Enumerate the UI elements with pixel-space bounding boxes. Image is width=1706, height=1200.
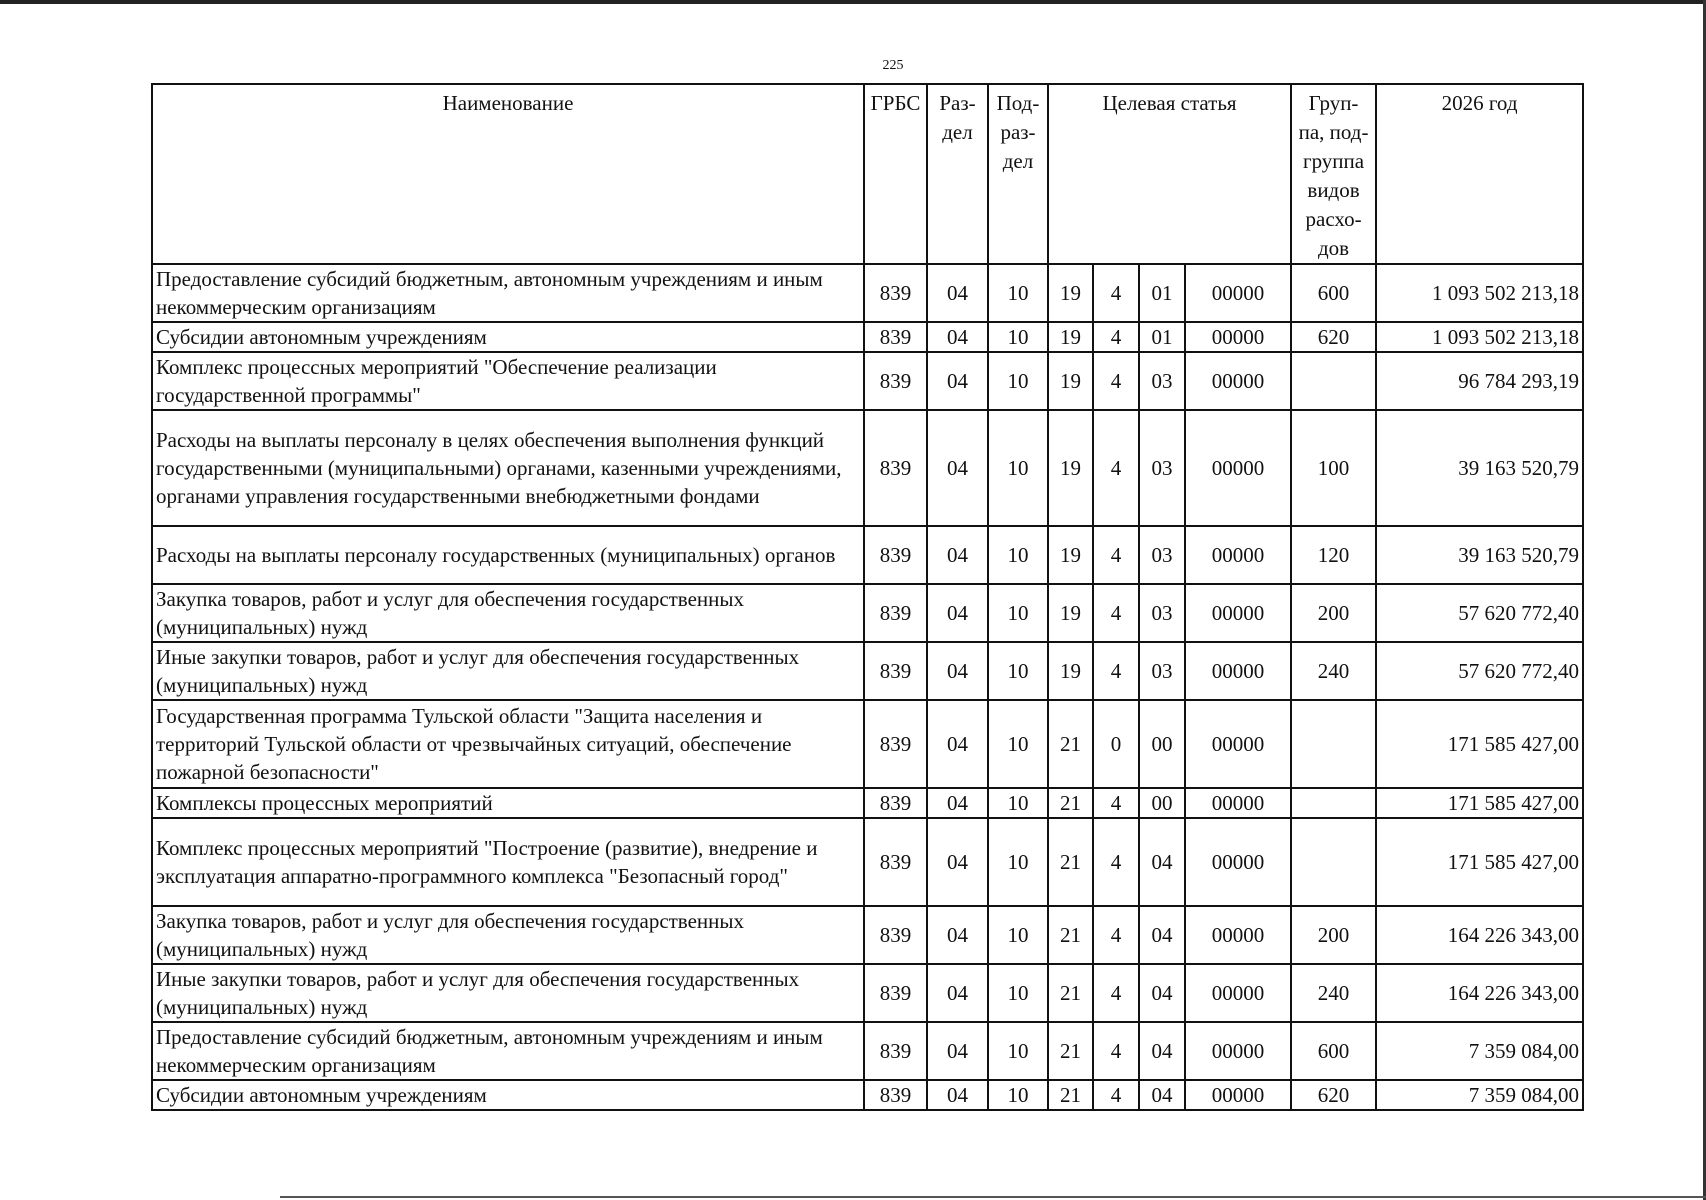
row-podrazdel: 10 <box>988 352 1048 410</box>
row-ts-type: 4 <box>1093 818 1139 906</box>
row-razdel: 04 <box>927 788 988 818</box>
row-ts-program: 19 <box>1048 264 1093 322</box>
row-ts-program: 19 <box>1048 642 1093 700</box>
row-ts-program: 21 <box>1048 1022 1093 1080</box>
table-row <box>152 1080 1583 1110</box>
row-ts-type: 4 <box>1093 584 1139 642</box>
row-gruppa <box>1291 788 1376 818</box>
scan-border-top <box>0 0 1706 4</box>
row-amount: 7 359 084,00 <box>1376 1022 1583 1080</box>
row-name: Предоставление субсидий бюджетным, автономным учреждениям и иным некоммерческим организациям <box>152 264 864 322</box>
row-razdel: 04 <box>927 906 988 964</box>
row-grbs: 839 <box>864 788 927 818</box>
header-name: Наименование <box>152 84 864 264</box>
row-podrazdel: 10 <box>988 642 1048 700</box>
row-grbs: 839 <box>864 526 927 584</box>
row-ts-program: 21 <box>1048 700 1093 788</box>
header-year: 2026 год <box>1376 84 1583 264</box>
row-grbs: 839 <box>864 642 927 700</box>
row-amount: 57 620 772,40 <box>1376 642 1583 700</box>
row-name: Закупка товаров, работ и услуг для обеспечения государственных (муниципальных) нужд <box>152 584 864 642</box>
row-amount: 171 585 427,00 <box>1376 788 1583 818</box>
row-podrazdel: 10 <box>988 584 1048 642</box>
row-ts-direction: 00000 <box>1185 818 1291 906</box>
row-amount: 1 093 502 213,18 <box>1376 264 1583 322</box>
row-ts-type: 4 <box>1093 322 1139 352</box>
row-grbs: 839 <box>864 818 927 906</box>
row-ts-type: 4 <box>1093 788 1139 818</box>
row-gruppa: 240 <box>1291 642 1376 700</box>
row-ts-program: 19 <box>1048 526 1093 584</box>
row-grbs: 839 <box>864 410 927 526</box>
row-podrazdel: 10 <box>988 1080 1048 1110</box>
row-ts-complex: 03 <box>1139 584 1185 642</box>
header-gruppa-vidov-raskhodov: Груп- па, под- группа видов расхо- дов <box>1291 84 1376 264</box>
row-amount: 164 226 343,00 <box>1376 964 1583 1022</box>
row-gruppa <box>1291 818 1376 906</box>
row-razdel: 04 <box>927 584 988 642</box>
row-ts-complex: 00 <box>1139 788 1185 818</box>
header-grbs: ГРБС <box>864 84 927 264</box>
row-ts-direction: 00000 <box>1185 410 1291 526</box>
row-ts-direction: 00000 <box>1185 322 1291 352</box>
table-row <box>152 584 1583 642</box>
row-gruppa: 240 <box>1291 964 1376 1022</box>
row-name: Государственная программа Тульской области "Защита населения и территорий Тульской области от чрезвычайных ситуаций, обеспечение пожарной безопасности" <box>152 700 864 788</box>
row-amount: 96 784 293,19 <box>1376 352 1583 410</box>
row-podrazdel: 10 <box>988 264 1048 322</box>
row-ts-complex: 04 <box>1139 964 1185 1022</box>
row-ts-program: 19 <box>1048 352 1093 410</box>
row-name: Субсидии автономным учреждениям <box>152 1080 864 1110</box>
table-row <box>152 526 1583 584</box>
row-ts-complex: 01 <box>1139 264 1185 322</box>
row-podrazdel: 10 <box>988 322 1048 352</box>
row-razdel: 04 <box>927 410 988 526</box>
row-gruppa: 200 <box>1291 584 1376 642</box>
row-grbs: 839 <box>864 964 927 1022</box>
table-row <box>152 642 1583 700</box>
row-grbs: 839 <box>864 700 927 788</box>
row-ts-complex: 01 <box>1139 322 1185 352</box>
row-razdel: 04 <box>927 700 988 788</box>
row-ts-direction: 00000 <box>1185 788 1291 818</box>
row-amount: 7 359 084,00 <box>1376 1080 1583 1110</box>
row-podrazdel: 10 <box>988 526 1048 584</box>
row-gruppa <box>1291 352 1376 410</box>
table-row <box>152 410 1583 526</box>
row-gruppa: 200 <box>1291 906 1376 964</box>
table-row <box>152 322 1583 352</box>
row-gruppa: 120 <box>1291 526 1376 584</box>
row-ts-type: 4 <box>1093 1022 1139 1080</box>
row-ts-type: 0 <box>1093 700 1139 788</box>
row-ts-direction: 00000 <box>1185 1080 1291 1110</box>
row-gruppa: 620 <box>1291 1080 1376 1110</box>
row-ts-complex: 00 <box>1139 700 1185 788</box>
table-row <box>152 818 1583 906</box>
row-ts-direction: 00000 <box>1185 584 1291 642</box>
row-razdel: 04 <box>927 964 988 1022</box>
row-grbs: 839 <box>864 906 927 964</box>
row-razdel: 04 <box>927 1022 988 1080</box>
row-podrazdel: 10 <box>988 818 1048 906</box>
row-ts-direction: 00000 <box>1185 906 1291 964</box>
row-razdel: 04 <box>927 526 988 584</box>
row-ts-program: 21 <box>1048 1080 1093 1110</box>
header-tselevaya-statya: Целевая статья <box>1048 84 1291 264</box>
header-razdel: Раз- дел <box>927 84 988 264</box>
row-razdel: 04 <box>927 322 988 352</box>
row-razdel: 04 <box>927 264 988 322</box>
row-ts-complex: 03 <box>1139 410 1185 526</box>
row-ts-program: 19 <box>1048 410 1093 526</box>
row-ts-type: 4 <box>1093 642 1139 700</box>
row-grbs: 839 <box>864 322 927 352</box>
row-gruppa: 620 <box>1291 322 1376 352</box>
page-number: 225 <box>882 58 904 73</box>
row-name: Комплекс процессных мероприятий "Обеспечение реализации государственной программы" <box>152 352 864 410</box>
row-ts-direction: 00000 <box>1185 700 1291 788</box>
row-ts-direction: 00000 <box>1185 1022 1291 1080</box>
row-ts-type: 4 <box>1093 410 1139 526</box>
header-podrazdel: Под- раз- дел <box>988 84 1048 264</box>
table-row <box>152 964 1583 1022</box>
row-name: Закупка товаров, работ и услуг для обеспечения государственных (муниципальных) нужд <box>152 906 864 964</box>
row-ts-direction: 00000 <box>1185 264 1291 322</box>
row-ts-program: 21 <box>1048 906 1093 964</box>
row-gruppa: 600 <box>1291 264 1376 322</box>
row-amount: 164 226 343,00 <box>1376 906 1583 964</box>
row-podrazdel: 10 <box>988 1022 1048 1080</box>
row-ts-type: 4 <box>1093 1080 1139 1110</box>
row-razdel: 04 <box>927 1080 988 1110</box>
row-ts-program: 21 <box>1048 964 1093 1022</box>
row-podrazdel: 10 <box>988 410 1048 526</box>
scan-border-bottom <box>280 1196 1706 1198</box>
row-ts-type: 4 <box>1093 906 1139 964</box>
row-razdel: 04 <box>927 818 988 906</box>
budget-table <box>151 83 1584 1111</box>
row-ts-complex: 04 <box>1139 1022 1185 1080</box>
row-name: Комплекс процессных мероприятий "Построение (развитие), внедрение и эксплуатация аппаратно-программного комплекса "Безопасный город" <box>152 818 864 906</box>
row-podrazdel: 10 <box>988 700 1048 788</box>
row-name: Предоставление субсидий бюджетным, автономным учреждениям и иным некоммерческим организациям <box>152 1022 864 1080</box>
row-grbs: 839 <box>864 1022 927 1080</box>
table-header-row <box>152 84 1583 264</box>
row-grbs: 839 <box>864 584 927 642</box>
row-ts-complex: 04 <box>1139 818 1185 906</box>
row-amount: 57 620 772,40 <box>1376 584 1583 642</box>
row-ts-type: 4 <box>1093 264 1139 322</box>
table-row <box>152 1022 1583 1080</box>
row-grbs: 839 <box>864 1080 927 1110</box>
row-ts-program: 19 <box>1048 584 1093 642</box>
row-name: Расходы на выплаты персоналу в целях обеспечения выполнения функций государственными (муниципальными) органами, казенными учреждениями, органами управления государственными внебюджетными фондами <box>152 410 864 526</box>
row-podrazdel: 10 <box>988 906 1048 964</box>
row-ts-complex: 03 <box>1139 526 1185 584</box>
table-row <box>152 352 1583 410</box>
row-grbs: 839 <box>864 264 927 322</box>
row-ts-type: 4 <box>1093 352 1139 410</box>
row-ts-direction: 00000 <box>1185 964 1291 1022</box>
row-podrazdel: 10 <box>988 788 1048 818</box>
row-amount: 39 163 520,79 <box>1376 526 1583 584</box>
table-row <box>152 264 1583 322</box>
row-ts-program: 21 <box>1048 788 1093 818</box>
row-amount: 171 585 427,00 <box>1376 818 1583 906</box>
row-name: Расходы на выплаты персоналу государственных (муниципальных) органов <box>152 526 864 584</box>
table-row <box>152 700 1583 788</box>
row-ts-direction: 00000 <box>1185 526 1291 584</box>
row-gruppa <box>1291 700 1376 788</box>
row-razdel: 04 <box>927 642 988 700</box>
row-ts-complex: 04 <box>1139 1080 1185 1110</box>
row-ts-program: 19 <box>1048 322 1093 352</box>
row-ts-direction: 00000 <box>1185 642 1291 700</box>
row-gruppa: 100 <box>1291 410 1376 526</box>
row-amount: 39 163 520,79 <box>1376 410 1583 526</box>
row-ts-complex: 04 <box>1139 906 1185 964</box>
row-ts-complex: 03 <box>1139 352 1185 410</box>
table-row <box>152 906 1583 964</box>
row-ts-complex: 03 <box>1139 642 1185 700</box>
row-amount: 171 585 427,00 <box>1376 700 1583 788</box>
row-ts-direction: 00000 <box>1185 352 1291 410</box>
row-podrazdel: 10 <box>988 964 1048 1022</box>
row-name: Иные закупки товаров, работ и услуг для обеспечения государственных (муниципальных) нужд <box>152 964 864 1022</box>
row-name: Комплексы процессных мероприятий <box>152 788 864 818</box>
row-name: Иные закупки товаров, работ и услуг для обеспечения государственных (муниципальных) нужд <box>152 642 864 700</box>
row-name: Субсидии автономным учреждениям <box>152 322 864 352</box>
table-row <box>152 788 1583 818</box>
row-gruppa: 600 <box>1291 1022 1376 1080</box>
row-ts-program: 21 <box>1048 818 1093 906</box>
row-grbs: 839 <box>864 352 927 410</box>
row-ts-type: 4 <box>1093 964 1139 1022</box>
row-razdel: 04 <box>927 352 988 410</box>
row-amount: 1 093 502 213,18 <box>1376 322 1583 352</box>
row-ts-type: 4 <box>1093 526 1139 584</box>
